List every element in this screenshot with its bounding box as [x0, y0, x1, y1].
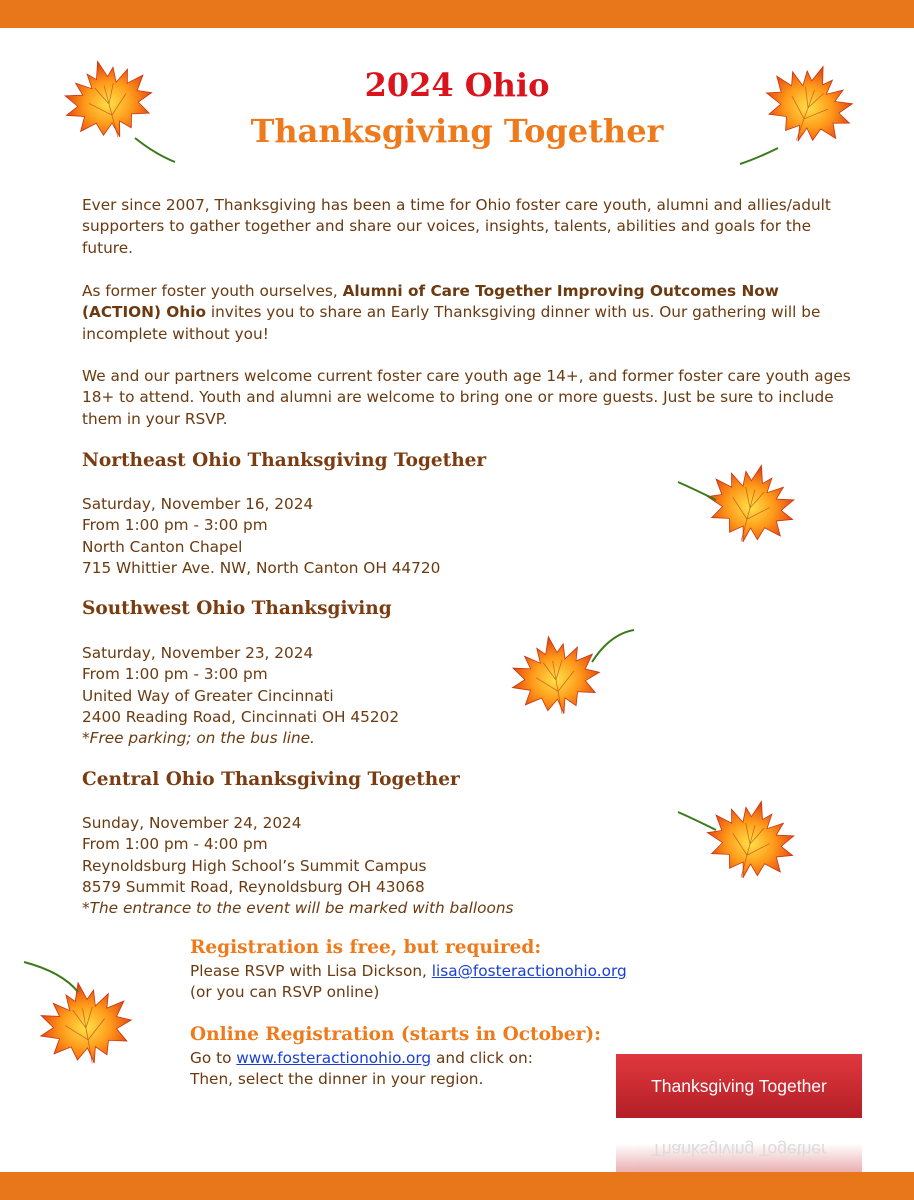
event-venue: Reynoldsburg High School’s Summit Campus: [82, 856, 427, 875]
event-details-southwest: [82, 643, 399, 749]
event-time: From 1:00 pm - 3:00 pm: [82, 516, 268, 535]
event-address: 8579 Summit Road, Reynoldsburg OH 43068: [82, 877, 425, 896]
event-date: Saturday, November 16, 2024: [82, 495, 314, 513]
intro-paragraph-2: As former foster youth ourselves, Alumni of Care Together Improving Outcomes Now (ACTION) Ohio invites you to share an Early Thanksgiving dinner with us. Our gathering will be incomplete without you!: [82, 282, 821, 343]
title-year: 2024 Ohio: [364, 66, 550, 104]
event-heading-central: Central Ohio Thanksgiving Together: [82, 769, 460, 790]
event-time: From 1:00 pm - 4:00 pm: [82, 835, 268, 854]
event-details-central: [82, 813, 514, 919]
maple-leaf-icon: [506, 622, 636, 737]
event-date: Saturday, November 23, 2024: [82, 644, 314, 662]
maple-leaf-icon: [676, 790, 801, 900]
event-note: *Free parking; on the bus line.: [82, 729, 315, 748]
registration-heading: Registration is free, but required:: [190, 937, 542, 958]
event-heading-northeast: Northeast Ohio Thanksgiving Together: [82, 450, 487, 471]
event-venue: North Canton Chapel: [82, 537, 243, 556]
event-note: *The entrance to the event will be marked with balloons: [82, 899, 514, 918]
organization-name: Alumni of Care Together Improving Outcomes Now (ACTION) Ohio: [82, 282, 779, 322]
website-link[interactable]: www.fosteractionohio.org: [236, 1049, 432, 1067]
event-time: From 1:00 pm - 3:00 pm: [82, 665, 268, 684]
intro-paragraph-3: We and our partners welcome current foster care youth age 14+, and former foster care youth ages 18+ to attend. Youth and alumni are welcome to bring one or more guests. Just be sure to include them in your RSVP.: [82, 367, 851, 428]
online-registration-heading: Online Registration (starts in October):: [190, 1024, 601, 1045]
page-title: Thanksgiving Together: [250, 112, 664, 150]
maple-leaf-icon: [676, 456, 801, 566]
button-reflection: Thanksgiving Together: [616, 1118, 862, 1148]
event-details-northeast: [82, 494, 440, 579]
event-heading-southwest: Southwest Ohio Thanksgiving: [82, 598, 392, 619]
event-venue: United Way of Greater Cincinnati: [82, 686, 334, 705]
intro-paragraph-1: Ever since 2007, Thanksgiving has been a time for Ohio foster care youth, alumni and allies/adult supporters to gather together and share our voices, insights, talents, abilities and goals for the future.: [82, 196, 831, 257]
registration-details: Please RSVP with Lisa Dickson, lisa@fosteractionohio.org (or you can RSVP online): [190, 962, 627, 1002]
event-address: 2400 Reading Road, Cincinnati OH 45202: [82, 707, 400, 726]
thanksgiving-together-button[interactable]: Thanksgiving Together: [616, 1054, 862, 1118]
event-address: 715 Whittier Ave. NW, North Canton OH 44720: [82, 558, 441, 577]
bottom-orange-bar: [0, 1172, 914, 1200]
maple-leaf-icon: [22, 958, 152, 1083]
online-registration-details: Go to www.fosteractionohio.org and click on: Then, select the dinner in your region.: [190, 1049, 533, 1089]
top-orange-bar: [0, 0, 914, 28]
email-link[interactable]: lisa@fosteractionohio.org: [431, 962, 627, 980]
event-date: Sunday, November 24, 2024: [82, 814, 302, 832]
